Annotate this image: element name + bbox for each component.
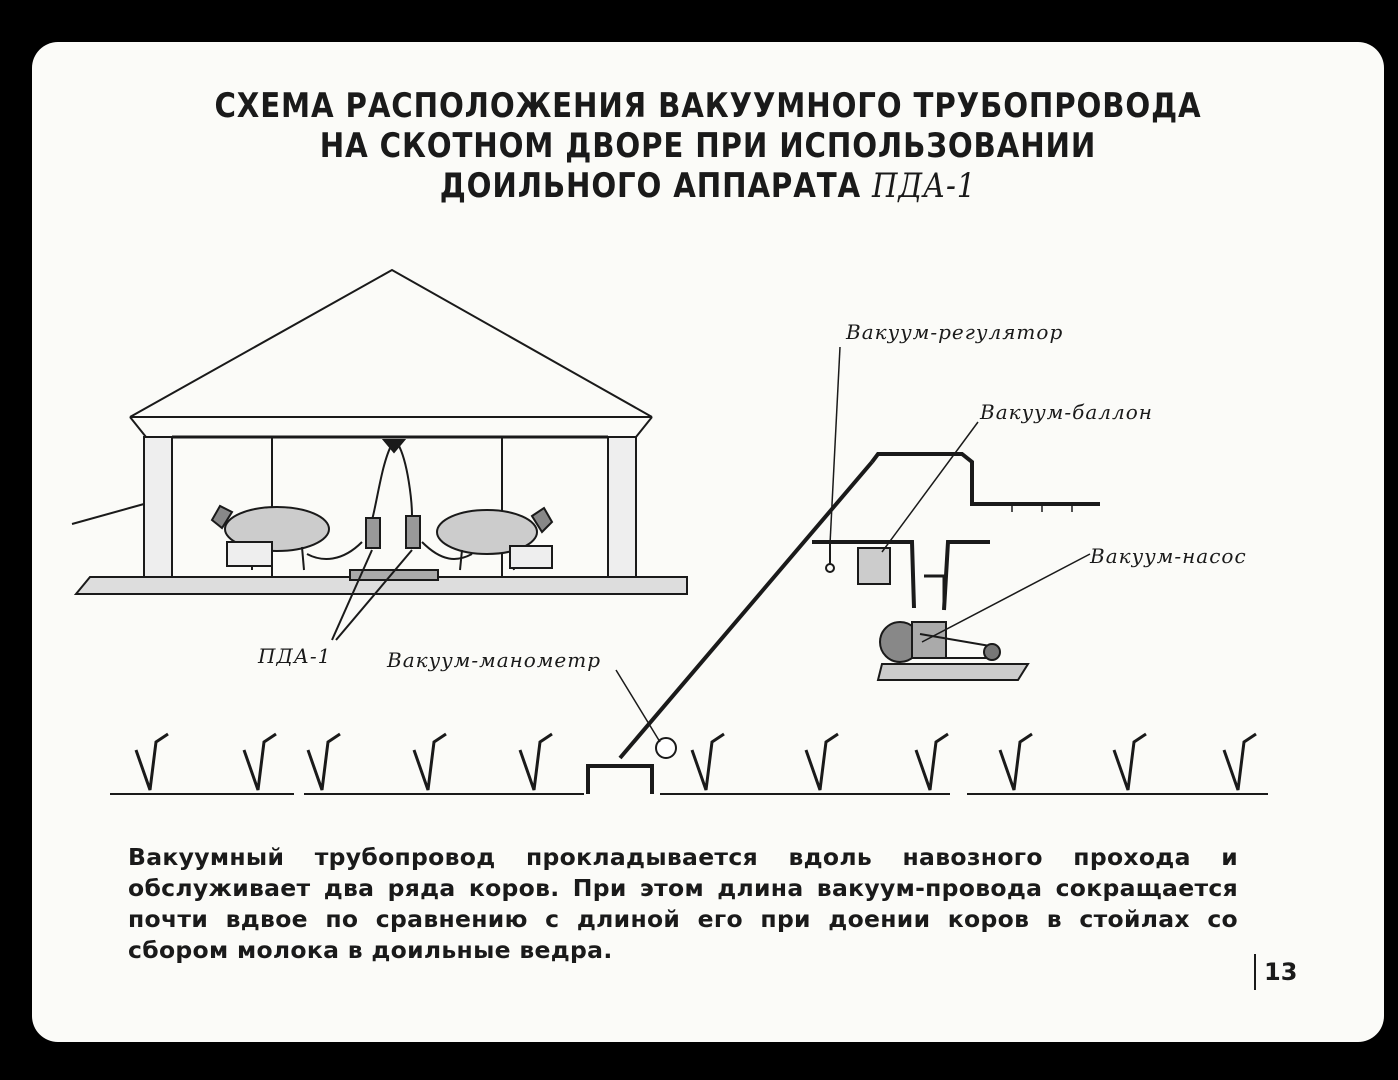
label-vacuum-balloon: Вакуум-баллон xyxy=(980,400,1153,424)
description-text: Вакуумный трубопровод прокладывается вдоль навозного прохода и обслуживает два ряда коров. При этом длина вакуум-провода сокращается почти вдвое по сравнению с длиной его при доении коров в стойлах со сбором молока в доильные ведра. xyxy=(128,843,1238,964)
label-vacuum-pump: Вакуум-насос xyxy=(1090,544,1247,568)
barn-cross-section xyxy=(72,270,687,594)
title-text: ДОИЛЬНОГО АППАРАТА xyxy=(439,166,873,206)
page-number-divider xyxy=(1254,954,1256,990)
page-number: 13 xyxy=(1264,958,1298,986)
label-vacuum-regulator: Вакуум-регулятор xyxy=(846,320,1064,344)
title-line-1: СХЕМА РАСПОЛОЖЕНИЯ ВАКУУМНОГО ТРУБОПРОВОДА xyxy=(214,86,1202,126)
title-model: ПДА-1 xyxy=(872,166,977,206)
slide-card xyxy=(32,42,1384,1042)
label-pda: ПДА-1 xyxy=(258,644,332,668)
vacuum-pump xyxy=(878,622,1028,680)
title-line-2: НА СКОТНОМ ДВОРЕ ПРИ ИСПОЛЬЗОВАНИИ xyxy=(319,126,1097,166)
label-vacuum-manometer: Вакуум-манометр xyxy=(387,648,602,672)
